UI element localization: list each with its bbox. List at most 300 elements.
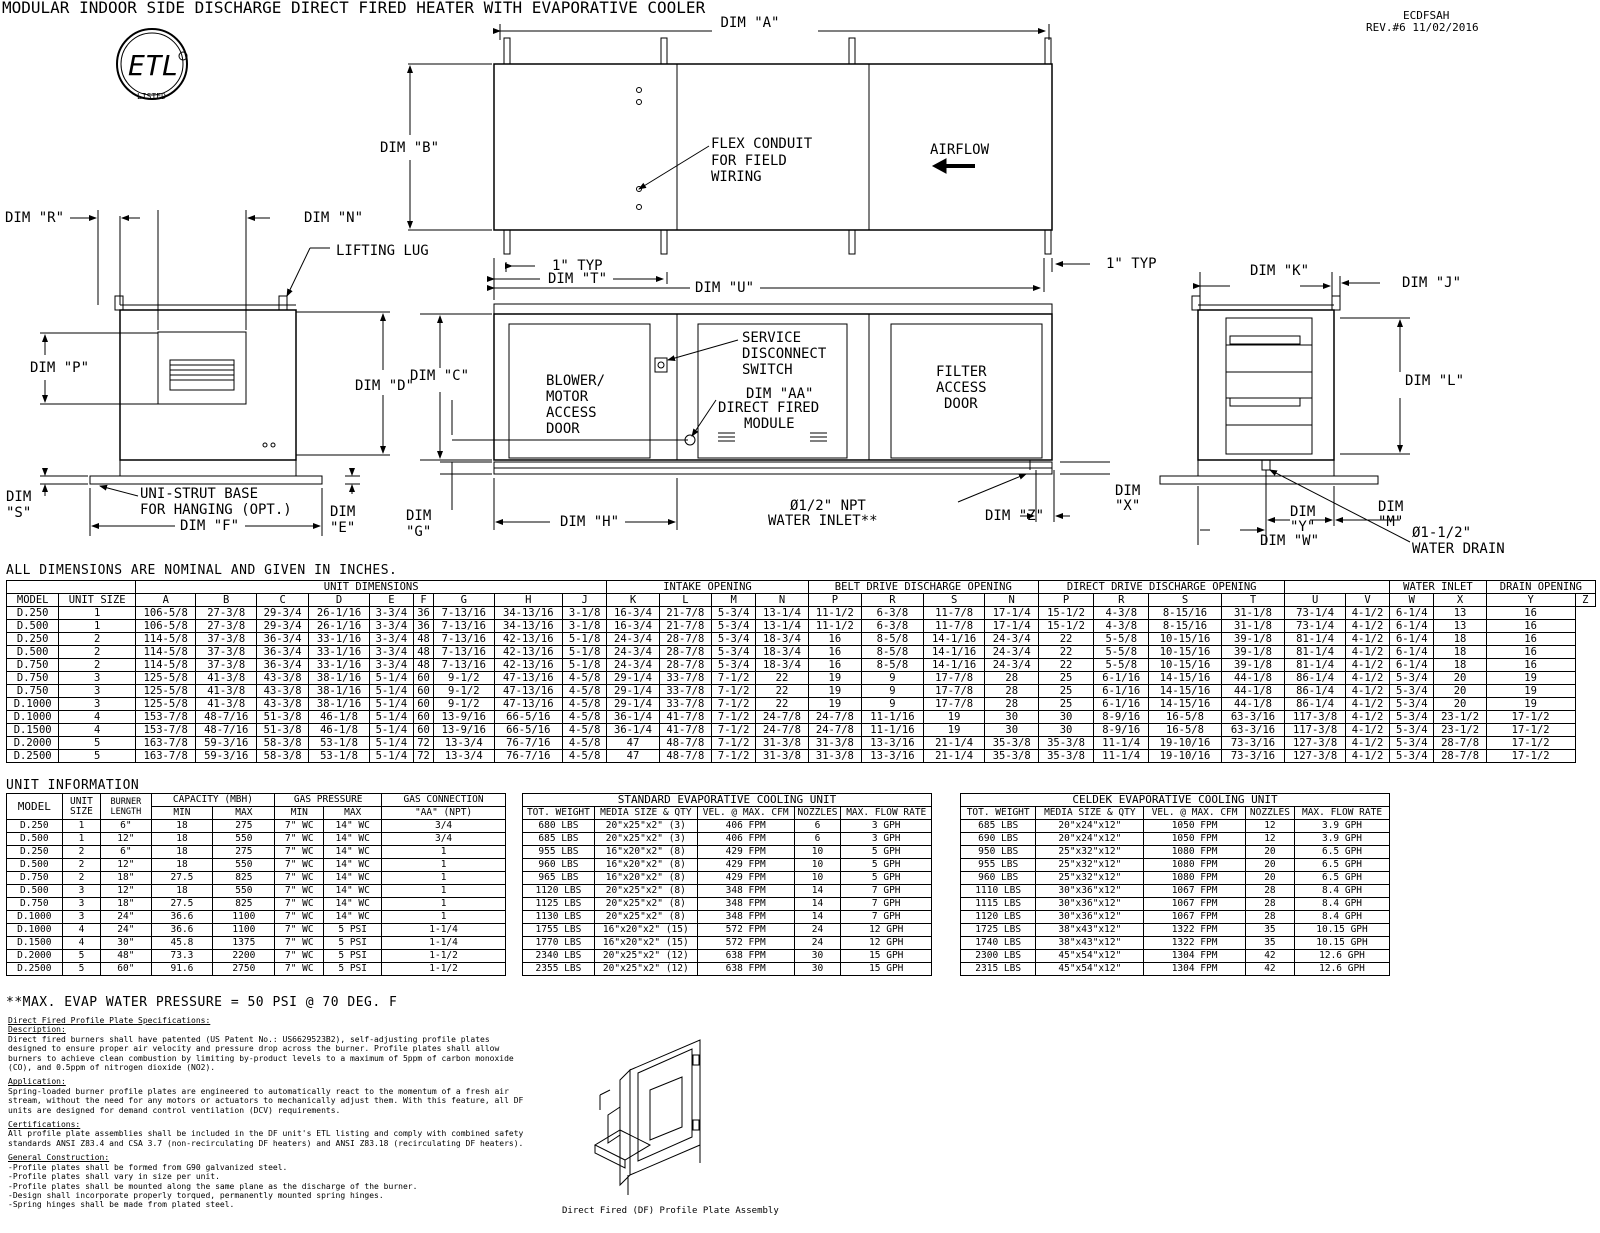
column-header: Z (1575, 594, 1596, 607)
table-cell: 14 (794, 898, 841, 911)
group-drain-opening: DRAIN OPENING (1486, 581, 1595, 594)
table-cell: 24 (794, 937, 841, 950)
table-cell: 1130 LBS (523, 911, 595, 924)
table-cell: 39-1/8 (1221, 646, 1285, 659)
table-cell: 5-3/4 (1390, 711, 1434, 724)
table-cell: 37-3/8 (196, 659, 256, 672)
table-cell: 81-1/4 (1285, 646, 1345, 659)
table-cell: 10 (794, 846, 841, 859)
table-cell: 6-3/8 (862, 620, 924, 633)
table-cell: 81-1/4 (1285, 633, 1345, 646)
table-cell: 2750 (213, 963, 275, 976)
table-cell: D.1000 (7, 911, 63, 924)
table-cell: 66-5/16 (494, 724, 563, 737)
drawing-id: ECDFSAH (1403, 9, 1450, 22)
column-header: K (607, 594, 659, 607)
unit-info-row (7, 885, 506, 898)
dim-y-label-1: DIM (1290, 504, 1316, 520)
table-cell: 24-3/4 (607, 633, 659, 646)
column-header: TOT. WEIGHT (961, 807, 1036, 820)
standard-evap-row (523, 833, 932, 846)
table-cell: 44-1/8 (1221, 698, 1285, 711)
col-burner-1: BURNER (110, 796, 142, 807)
table-cell: 13-1/4 (756, 607, 808, 620)
table-cell: 3 (59, 698, 136, 711)
table-cell: 348 FPM (697, 911, 794, 924)
table-cell: 7 GPH (841, 898, 932, 911)
table-cell: 7" WC (275, 885, 324, 898)
table-cell: 5-3/4 (1390, 750, 1434, 763)
table-cell: 11-1/4 (1094, 750, 1149, 763)
column-header: A (136, 594, 196, 607)
table-cell: 24-3/4 (985, 659, 1038, 672)
table-cell: 12 GPH (841, 937, 932, 950)
dim-z-label: DIM "Z" (985, 508, 1045, 524)
table-cell: 47 (607, 750, 659, 763)
table-cell: 28 (1245, 885, 1294, 898)
table-cell: 20"x25"x2" (3) (594, 820, 697, 833)
table-cell: 86-1/4 (1285, 672, 1345, 685)
standard-evap-row (523, 820, 932, 833)
table-cell: 31-3/8 (808, 737, 861, 750)
group-intake-opening: INTAKE OPENING (607, 581, 808, 594)
table-cell: 30 (1038, 724, 1093, 737)
table-cell: 5-1/8 (563, 646, 607, 659)
profile-plate-specs (8, 1016, 528, 1210)
table-cell: 2 (59, 659, 136, 672)
table-cell: 20"x25"x2" (8) (594, 911, 697, 924)
table-cell: 73-1/4 (1285, 620, 1345, 633)
table-cell: 15 GPH (841, 950, 932, 963)
table-cell: 36-3/4 (256, 633, 308, 646)
table-cell: 4-1/2 (1345, 620, 1389, 633)
table-cell: 125-5/8 (136, 698, 196, 711)
unit-info-row (7, 859, 506, 872)
table-cell: 36-3/4 (256, 646, 308, 659)
table-cell: 19 (808, 672, 861, 685)
table-cell: 24 (794, 924, 841, 937)
dim-f-label: DIM "F" (180, 518, 240, 534)
table-cell: 1375 (213, 937, 275, 950)
table-cell: 58-3/8 (256, 737, 308, 750)
profile-plate-illustration (590, 1035, 730, 1200)
table-cell: 7" WC (275, 950, 324, 963)
table-cell: 19-10/16 (1149, 737, 1221, 750)
table-cell: 60 (414, 685, 434, 698)
table-cell: 60 (414, 698, 434, 711)
table-cell: 25 (1038, 685, 1093, 698)
table-cell: 21-7/8 (659, 607, 711, 620)
dim-p-label: DIM "P" (30, 360, 90, 376)
table-cell: 4-1/2 (1345, 750, 1389, 763)
table-cell: 5-1/4 (369, 698, 413, 711)
table-cell: 8-9/16 (1094, 711, 1149, 724)
table-cell: 5 (62, 950, 101, 963)
etl-logo-sub: LISTED (137, 92, 166, 101)
table-cell: 7-1/2 (712, 698, 756, 711)
dim-g-label-2: "G" (406, 524, 432, 540)
table-cell: 19 (808, 685, 861, 698)
column-header: D (309, 594, 369, 607)
table-cell: 2 (59, 646, 136, 659)
table-cell: 3.9 GPH (1295, 820, 1390, 833)
table-cell: D.1000 (7, 711, 59, 724)
table-cell: D.250 (7, 846, 63, 859)
table-cell: 8.4 GPH (1295, 885, 1390, 898)
dimensions-row (7, 698, 1596, 711)
table-cell: 5 GPH (841, 846, 932, 859)
dim-y-label-2: "Y" (1290, 519, 1316, 535)
table-cell: 1120 LBS (523, 885, 595, 898)
table-cell: 86-1/4 (1285, 685, 1345, 698)
table-cell: 19 (1486, 672, 1575, 685)
standard-evap-row (523, 898, 932, 911)
table-cell: 35-3/8 (1038, 750, 1093, 763)
table-cell: 37-3/8 (196, 646, 256, 659)
column-header: E (369, 594, 413, 607)
table-cell: 73-3/16 (1221, 750, 1285, 763)
table-cell: 25"x32"x12" (1036, 872, 1144, 885)
table-cell: 7-1/2 (712, 724, 756, 737)
table-cell: 48 (414, 633, 434, 646)
table-cell: 1080 FPM (1144, 859, 1245, 872)
table-cell: 114-5/8 (136, 646, 196, 659)
table-cell: 4-1/2 (1345, 685, 1389, 698)
table-cell: 73-1/4 (1285, 607, 1345, 620)
table-cell: 5-5/8 (1094, 659, 1149, 672)
table-cell: 275 (213, 820, 275, 833)
table-cell: 18-3/4 (756, 659, 808, 672)
column-header: MEDIA SIZE & QTY (594, 807, 697, 820)
table-cell: 24-7/8 (756, 711, 808, 724)
table-cell: 36.6 (151, 924, 213, 937)
table-cell: 1080 FPM (1144, 872, 1245, 885)
column-header: T (1221, 594, 1285, 607)
table-cell: 955 LBS (961, 859, 1036, 872)
table-cell: 20"x25"x2" (8) (594, 898, 697, 911)
column-header: H (494, 594, 563, 607)
celdek-evap-row (961, 937, 1390, 950)
table-cell: 28 (1245, 898, 1294, 911)
column-header: MEDIA SIZE & QTY (1036, 807, 1144, 820)
celdek-evap-row (961, 963, 1390, 976)
table-cell: 3-3/4 (369, 620, 413, 633)
table-cell: 26-1/16 (309, 607, 369, 620)
table-cell: D.2000 (7, 950, 63, 963)
col-gas-min: MIN (275, 807, 324, 820)
table-cell: 24-7/8 (756, 724, 808, 737)
table-cell: 117-3/8 (1285, 724, 1345, 737)
table-cell: 125-5/8 (136, 685, 196, 698)
standard-evap-row (523, 911, 932, 924)
col-unit-1: UNIT (69, 795, 93, 807)
table-cell: 48 (414, 646, 434, 659)
table-cell: 4 (59, 724, 136, 737)
table-cell: 18" (101, 898, 151, 911)
table-cell: 17-1/2 (1486, 737, 1575, 750)
table-cell: 38-1/16 (309, 698, 369, 711)
table-cell: 3-3/4 (369, 646, 413, 659)
table-cell: 11-1/16 (862, 724, 924, 737)
col-cap-max: MAX (213, 807, 275, 820)
table-cell: 12" (101, 859, 151, 872)
table-cell: 8-15/16 (1149, 620, 1221, 633)
table-cell: 23-1/2 (1434, 724, 1486, 737)
table-cell: 45"x54"x12" (1036, 963, 1144, 976)
table-cell: 10-15/16 (1149, 646, 1221, 659)
table-cell: 8-9/16 (1094, 724, 1149, 737)
table-cell: 572 FPM (697, 924, 794, 937)
celdek-evap-row (961, 924, 1390, 937)
dim-j-label: DIM "J" (1402, 275, 1462, 291)
table-cell: 3 (62, 885, 101, 898)
table-cell: 4-1/2 (1345, 633, 1389, 646)
table-cell: 163-7/8 (136, 750, 196, 763)
table-cell: 20 (1434, 698, 1486, 711)
table-cell: 550 (213, 885, 275, 898)
table-cell: 59-3/16 (196, 750, 256, 763)
table-cell: 16 (1486, 646, 1575, 659)
table-cell: 16 (808, 659, 861, 672)
table-cell: 22 (1038, 659, 1093, 672)
table-cell: 4-3/8 (1094, 620, 1149, 633)
table-cell: 19 (1486, 685, 1575, 698)
table-cell: 5-3/4 (1390, 724, 1434, 737)
table-cell: 2200 (213, 950, 275, 963)
table-cell: 1050 FPM (1144, 833, 1245, 846)
table-cell: 572 FPM (697, 937, 794, 950)
table-cell: 14-15/16 (1149, 698, 1221, 711)
specs-application: Spring-loaded burner profile plates are engineered to automatically react to the momentum of a fresh air stream, without the need for any motors or actuators to mechanically adjust them. With this feature, all DF units are designed for demand control ventilation (DCV) requirements. (8, 1086, 524, 1115)
table-cell: 86-1/4 (1285, 698, 1345, 711)
table-cell: 16 (1486, 607, 1575, 620)
table-cell: 638 FPM (697, 950, 794, 963)
table-cell: 9-1/2 (434, 685, 494, 698)
npt-label-1: Ø1/2" NPT (790, 498, 866, 514)
column-header: MAX. FLOW RATE (841, 807, 932, 820)
unit-info-row (7, 937, 506, 950)
table-cell: 690 LBS (961, 833, 1036, 846)
table-cell: 825 (213, 872, 275, 885)
table-cell: 1-1/4 (382, 924, 506, 937)
table-cell: 1-1/4 (382, 937, 506, 950)
table-cell: 3.9 GPH (1295, 833, 1390, 846)
table-cell: 2315 LBS (961, 963, 1036, 976)
standard-evap-row (523, 859, 932, 872)
table-cell: 3-1/8 (563, 620, 607, 633)
table-cell: 275 (213, 846, 275, 859)
table-cell: 5-1/8 (563, 659, 607, 672)
table-cell: D.750 (7, 872, 63, 885)
table-cell: 31-1/8 (1221, 607, 1285, 620)
table-cell: 1304 FPM (1144, 963, 1245, 976)
table-cell: 35-3/8 (985, 737, 1038, 750)
dimensions-row (7, 685, 1596, 698)
table-cell: 19-10/16 (1149, 750, 1221, 763)
table-cell: 42 (1245, 950, 1294, 963)
table-cell: D.250 (7, 820, 63, 833)
table-cell: 5 (59, 737, 136, 750)
col-aa: "AA" (NPT) (382, 807, 506, 820)
table-cell: 19 (923, 711, 985, 724)
table-cell: 17-1/2 (1486, 724, 1575, 737)
table-cell: 36.6 (151, 911, 213, 924)
profile-plate-caption: Direct Fired (DF) Profile Plate Assembly (562, 1206, 779, 1216)
table-cell: 12 (1245, 820, 1294, 833)
table-cell: 66-5/16 (494, 711, 563, 724)
column-header: NOZZLES (1245, 807, 1294, 820)
column-header: L (659, 594, 711, 607)
table-cell: 22 (756, 698, 808, 711)
table-cell: 30 (794, 950, 841, 963)
table-cell: 1755 LBS (523, 924, 595, 937)
table-cell: 51-3/8 (256, 711, 308, 724)
table-cell: 2 (59, 633, 136, 646)
column-header: F (414, 594, 434, 607)
unit-info-row (7, 846, 506, 859)
table-cell: 11-1/2 (808, 607, 861, 620)
table-cell: 24" (101, 924, 151, 937)
table-cell: 2340 LBS (523, 950, 595, 963)
table-cell: 11-7/8 (923, 620, 985, 633)
table-cell: 4-1/2 (1345, 737, 1389, 750)
standard-evap-header (523, 807, 932, 820)
table-cell: 6-1/4 (1390, 659, 1434, 672)
table-cell: 31-3/8 (756, 750, 808, 763)
table-cell: 22 (1038, 646, 1093, 659)
table-cell: 1725 LBS (961, 924, 1036, 937)
table-cell: 9 (862, 698, 924, 711)
dim-g-label-1: DIM (406, 508, 432, 524)
dim-x-label-2: "X" (1115, 498, 1141, 514)
column-header: V (1345, 594, 1389, 607)
dimensions-row (7, 750, 1596, 763)
blower-label-3: ACCESS (546, 405, 597, 421)
table-cell: 3 GPH (841, 820, 932, 833)
unit-info-row (7, 833, 506, 846)
table-cell: 12.6 GPH (1295, 963, 1390, 976)
table-cell: 16"x20"x2" (8) (594, 859, 697, 872)
table-cell: 63-3/16 (1221, 724, 1285, 737)
dim-e-label-2: "E" (330, 520, 356, 536)
table-cell: 48-7/8 (659, 737, 711, 750)
table-cell: 5 GPH (841, 859, 932, 872)
etl-logo (117, 29, 187, 101)
table-cell: 25"x32"x12" (1036, 859, 1144, 872)
table-cell: 3/4 (382, 833, 506, 846)
table-cell: 35-3/8 (1038, 737, 1093, 750)
table-cell: 17-7/8 (923, 685, 985, 698)
table-cell: 21-1/4 (923, 750, 985, 763)
dim-a-label: DIM "A" (720, 15, 780, 31)
table-cell: 5 PSI (324, 924, 382, 937)
table-cell: 45"x54"x12" (1036, 950, 1144, 963)
table-cell: 17-1/2 (1486, 750, 1575, 763)
column-header: J (563, 594, 607, 607)
table-cell: 30 (985, 724, 1038, 737)
table-cell: 127-3/8 (1285, 750, 1345, 763)
specs-certifications-heading: Certifications: (8, 1120, 81, 1130)
specs-application-heading: Application: (8, 1077, 66, 1087)
table-cell: 4-5/8 (563, 750, 607, 763)
table-cell: 20"x25"x2" (8) (594, 885, 697, 898)
table-cell: 20"x25"x2" (12) (594, 950, 697, 963)
table-cell: 406 FPM (697, 833, 794, 846)
table-cell: 4 (59, 711, 136, 724)
table-cell: 4-1/2 (1345, 646, 1389, 659)
celdek-evap-row (961, 859, 1390, 872)
right-view (1160, 272, 1410, 545)
dim-k-label: DIM "K" (1250, 263, 1310, 279)
table-cell: 8-5/8 (862, 646, 924, 659)
table-cell: 35 (1245, 937, 1294, 950)
table-cell: 41-3/8 (196, 685, 256, 698)
table-cell: 7 GPH (841, 885, 932, 898)
table-cell: 10 (794, 859, 841, 872)
column-header: MODEL (7, 594, 59, 607)
table-cell: 11-1/4 (1094, 737, 1149, 750)
table-cell: 16 (1486, 620, 1575, 633)
table-cell: 12" (101, 833, 151, 846)
table-cell: 35-3/8 (985, 750, 1038, 763)
table-cell: 18 (1434, 659, 1486, 672)
table-cell: 33-7/8 (659, 672, 711, 685)
table-cell: 6" (101, 846, 151, 859)
table-cell: D.500 (7, 620, 59, 633)
table-cell: 5-1/4 (369, 737, 413, 750)
table-cell: 1 (62, 820, 101, 833)
dim-m-label-2: "M" (1378, 514, 1404, 530)
table-cell: 53-1/8 (309, 737, 369, 750)
table-cell: 117-3/8 (1285, 711, 1345, 724)
table-cell: 60 (414, 672, 434, 685)
table-cell: 28 (985, 685, 1038, 698)
column-header: S (1149, 594, 1221, 607)
dimensions-row (7, 724, 1596, 737)
table-cell: 4-3/8 (1094, 607, 1149, 620)
table-cell: 25"x32"x12" (1036, 846, 1144, 859)
table-cell: 638 FPM (697, 963, 794, 976)
table-cell: 3-1/8 (563, 607, 607, 620)
table-cell: 4-1/2 (1345, 659, 1389, 672)
table-cell: 43-3/8 (256, 698, 308, 711)
table-cell: 1 (59, 607, 136, 620)
table-cell: 10-15/16 (1149, 633, 1221, 646)
table-cell: 34-13/16 (494, 620, 563, 633)
table-cell: 3 (59, 672, 136, 685)
typ-left-label: 1" TYP (552, 258, 603, 274)
table-cell: 28 (985, 698, 1038, 711)
dimensions-note: ALL DIMENSIONS ARE NOMINAL AND GIVEN IN INCHES. (6, 563, 398, 578)
table-cell: 23-1/2 (1434, 711, 1486, 724)
table-cell: 5-1/4 (369, 750, 413, 763)
specs-construction-heading: General Construction: (8, 1153, 110, 1163)
table-cell: 7" WC (275, 833, 324, 846)
table-cell: 1 (382, 911, 506, 924)
blower-label-1: BLOWER/ (546, 373, 606, 389)
dim-s-label-2: "S" (6, 505, 32, 521)
table-cell: 33-1/16 (309, 646, 369, 659)
table-cell: 16 (808, 646, 861, 659)
table-cell: D.500 (7, 885, 63, 898)
celdek-evap-row (961, 833, 1390, 846)
table-cell: 20 (1245, 846, 1294, 859)
table-cell: 51-3/8 (256, 724, 308, 737)
table-cell: 950 LBS (961, 846, 1036, 859)
table-cell: 48-7/8 (659, 750, 711, 763)
table-cell: 965 LBS (523, 872, 595, 885)
table-cell: 24" (101, 911, 151, 924)
